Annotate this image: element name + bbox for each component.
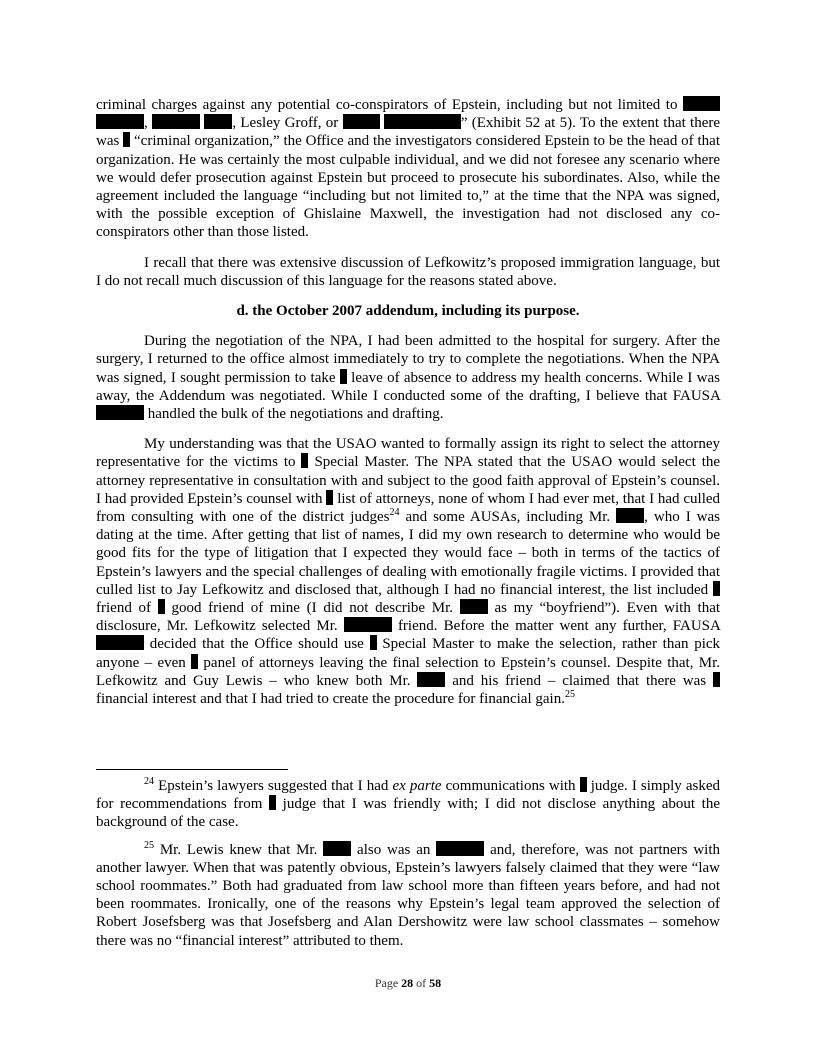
footnote-24: $^{24}$ Epstein’s lawyers suggested that I had ex parte communications with judge. I simply asked for recommendations from judge that I was friendly with; I did not disclose anything about the background of the case. [96, 776, 721, 831]
redaction-block [384, 114, 461, 129]
redaction-block [344, 617, 392, 632]
redaction-block [152, 114, 200, 129]
redaction-block [96, 114, 144, 129]
footnote-25: $^{25}$ Mr. Lewis knew that Mr. also was an and, therefore, was not partners with another lawyer. When that was patently obvious, Epstein’s lawyers falsely claimed that they were “law school roommates.” Both had graduated from law school more than fifteen years before, and had not been roommates. Ironically, one of the reasons why Epstein’s legal team approved the selection of Robert Josefsberg was that Josefsberg and Alan Dershowitz were law school classmates – somehow there was no “financial interest” attributed to them. [96, 839, 721, 949]
redaction-block [370, 635, 377, 650]
paragraph-immigration-language: I recall that there was extensive discussion of Lefkowitz’s proposed immigration language, but I do not recall much discussion of this language for the reasons stated above. [96, 254, 720, 289]
redaction-block [580, 777, 587, 792]
redaction-block [326, 490, 333, 505]
redaction-block [683, 96, 720, 111]
page-number: Page 28 of 58 [374, 976, 442, 990]
redaction-block [713, 672, 720, 687]
footnote-ref-25[interactable]: 25 [564, 689, 575, 701]
redaction-block [343, 114, 380, 129]
redaction-block [417, 672, 445, 687]
redaction-block [616, 508, 644, 523]
paragraph-addendum: During the negotiation of the NPA, I had been admitted to the hospital for surgery. After the surgery, I returned to the office almost immediately to try to complete the negotiations. When the NPA was signed, I sought permission to take leave of absence to address my health concerns. While I was away, the Addendum was negotiated. While I conducted some of the drafting, I believe that FAUSA handled the bulk of the negotiations and drafting. [96, 333, 721, 423]
redaction-block [204, 114, 232, 129]
redaction-block [340, 369, 347, 384]
redaction-block [323, 841, 351, 856]
redaction-block [301, 453, 308, 468]
redaction-block [96, 635, 144, 650]
redaction-block [158, 599, 165, 614]
footnote-number: 24 [144, 776, 154, 787]
footnote-ref-24[interactable]: 24 [389, 507, 400, 519]
redaction-block [123, 132, 130, 147]
redaction-block [460, 599, 488, 614]
footnotes [96, 777, 720, 959]
redaction-block [436, 841, 484, 856]
paragraph-special-master: My understanding was that the USAO wanted to formally assign its right to select the attorney representative for the victims to Special Master. The NPA stated that the USAO would select the attorney representative in consultation with and subject to the good faith approval of Epstein’s counsel. I had provided Epstein’s counsel with list of attorneys, none of whom I had ever met, that I had culled from consulting with one of the district judges$^{24}$ and some AUSAs, including Mr. , who I was dating at the time. After getting that list of names, I did my own research to determine who would be good fits for the type of litigation that I expected they would face – both in terms of the tactics of Epstein’s lawyers and the special challenges of dealing with emotionally fragile victims. I provided that culled list to Jay Lefkowitz and disclosed that, although I had no financial interest, the list included friend of good friend of mine (I did not describe Mr. as my “boyfriend”). Even with that disclosure, Mr. Lefkowitz selected Mr. friend. Before the matter went any further, FAUSA decided that the Office should use Special Master to make the selection, rather than pick anyone – even panel of attorneys leaving the final selection to Epstein’s counsel. Despite that, Mr. Lefkowitz and Guy Lewis – who knew both Mr. and his friend – claimed that there was financial interest and that I had tried to create the procedure for financial gain.$^{25}$ [96, 436, 721, 708]
section-heading: d. the October 2007 addendum, including its purpose. [236, 303, 580, 320]
redaction-block [713, 581, 720, 596]
redaction-block [96, 405, 144, 420]
redaction-block [191, 654, 198, 669]
body-text [96, 96, 720, 720]
paragraph-co-conspirators: criminal charges against any potential co-conspirators of Epstein, including but not limited to , , Lesley Groff, or ” (Exhibit 52 at 5). To the extent that there was “criminal organization,” the Office and the investigators considered Epstein to be the head of that organization. He was certainly the most culpable individual, and we did not foresee any scenario where we would defer prosecution against Epstein but proceed to prosecute his subordinates. Also, while the agreement included the language “including but not limited to,” at the time that the NPA was signed, with the possible exception of Ghislaine Maxwell, the investigation had not disclosed any co-conspirators other than those listed. [96, 97, 721, 241]
footnote-number: 25 [144, 839, 154, 851]
redaction-block [269, 795, 276, 810]
footnote-divider [96, 769, 288, 770]
